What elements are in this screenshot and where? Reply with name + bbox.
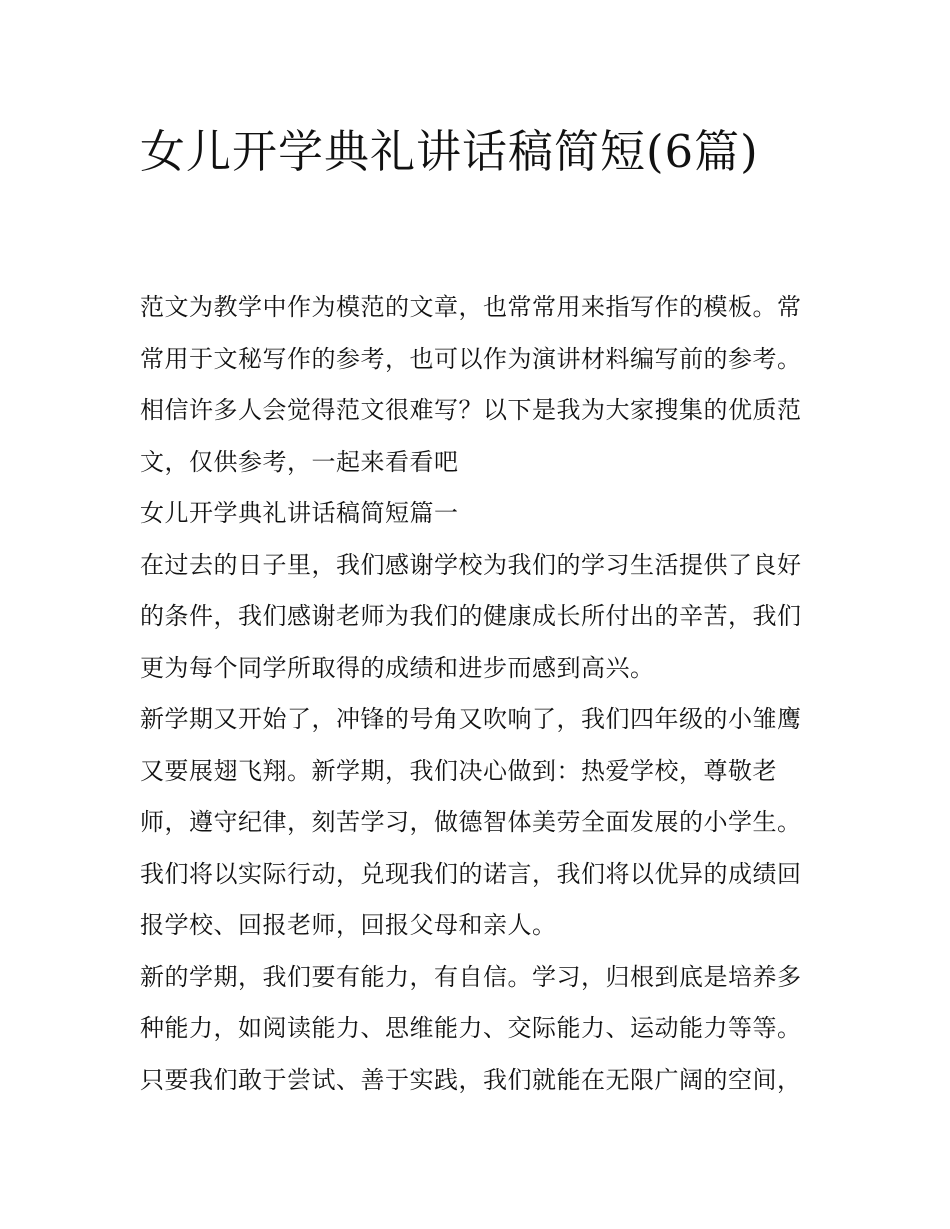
document-title: 女儿开学典礼讲话稿简短(6篇) xyxy=(140,125,759,178)
section-heading: 女儿开学典礼讲话稿简短篇一 xyxy=(140,499,459,527)
body-paragraph: 新的学期，我们要有能力，有自信。学习，归根到底是培养多种能力，如阅读能力、思维能力、交际能力、运动能力等等。只要我们敢于尝试、善于实践，我们就能在无限广阔的空间， xyxy=(140,962,802,1094)
body-paragraph: 新学期又开始了，冲锋的号角又吹响了，我们四年级的小雏鹰又要展翅飞翔。新学期，我们决心做到：热爱学校，尊敬老师，遵守纪律，刻苦学习，做德智体美劳全面发展的小学生。我们将以实际行动，兑现我们的诺言，我们将以优异的成绩回报学校、回报老师，回报父母和亲人。 xyxy=(140,705,802,939)
document-body xyxy=(140,282,820,1106)
body-paragraph: 在过去的日子里，我们感谢学校为我们的学习生活提供了良好的条件，我们感谢老师为我们的健康成长所付出的辛苦，我们更为每个同学所取得的成绩和进步而感到高兴。 xyxy=(140,550,802,682)
intro-paragraph: 范文为教学中作为模范的文章，也常常用来指写作的模板。常常用于文秘写作的参考，也可以作为演讲材料编写前的参考。相信许多人会觉得范文很难写？以下是我为大家搜集的优质范文，仅供参考，一起来看看吧 xyxy=(140,293,802,476)
